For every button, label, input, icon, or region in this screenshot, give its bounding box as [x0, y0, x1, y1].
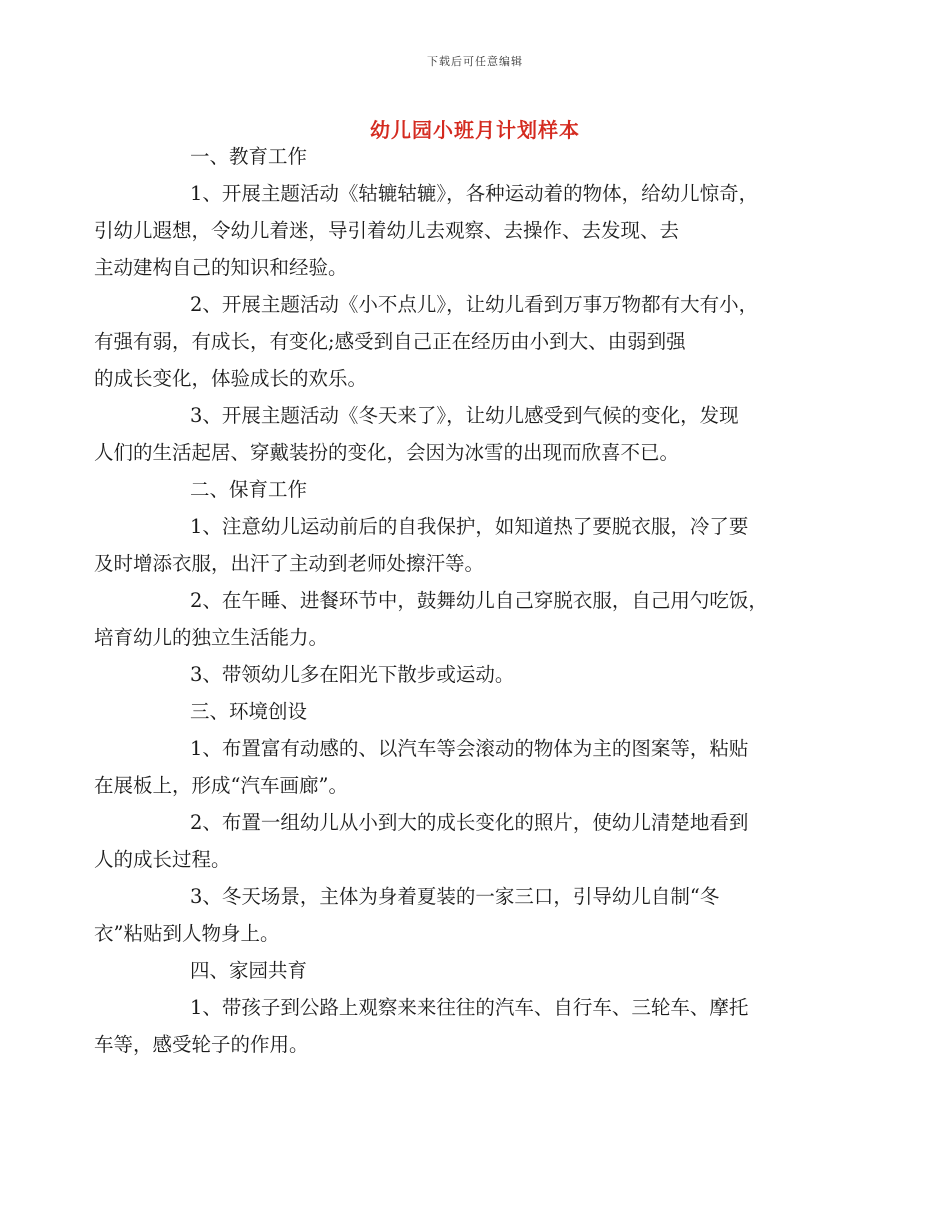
paragraph — [94, 878, 812, 952]
text-line: 1、带孩子到公路上观察来来往往的汽车、自行车、三轮车、摩托 — [190, 996, 749, 1019]
paragraph — [94, 508, 812, 582]
paragraph — [94, 286, 812, 397]
text-line: 衣”粘贴到人物身上。 — [94, 922, 280, 945]
section-heading-care: 二、保育工作 — [190, 478, 308, 501]
section-heading-environment: 三、环境创设 — [190, 700, 308, 723]
text-line: 3、带领幼儿多在阳光下散步或运动。 — [190, 663, 515, 686]
text-line: 3、开展主题活动《冬天来了》，让幼儿感受到气候的变化，发现 — [190, 404, 739, 427]
paragraph — [94, 397, 812, 471]
text-line: 3、冬天场景，主体为身着夏装的一家三口，引导幼儿自制“冬 — [190, 885, 720, 908]
header-note: 下载后可任意编辑 — [427, 55, 523, 68]
paragraph — [142, 656, 812, 693]
document-title: 幼儿园小班月计划样本 — [370, 118, 580, 142]
paragraph — [94, 804, 812, 878]
text-line: 1、注意幼儿运动前后的自我保护，如知道热了要脱衣服，冷了要 — [190, 515, 749, 538]
section-heading-family: 四、家园共育 — [190, 959, 308, 982]
paragraph — [94, 730, 812, 804]
document-body — [94, 138, 812, 1063]
paragraph — [94, 582, 812, 656]
text-line: 人的成长过程。 — [94, 848, 231, 871]
text-line: 的成长变化，体验成长的欢乐。 — [94, 367, 368, 390]
section-heading-education: 一、教育工作 — [190, 145, 308, 168]
text-line: 2、开展主题活动《小不点儿》，让幼儿看到万事万物都有大有小， — [190, 293, 759, 316]
text-line: 主动建构自己的知识和经验。 — [94, 256, 348, 279]
text-line: 在展板上，形成“汽车画廊”。 — [94, 774, 348, 797]
text-line: 2、在午睡、进餐环节中，鼓舞幼儿自己穿脱衣服，自己用勺吃饭， — [190, 589, 768, 612]
text-line: 2、布置一组幼儿从小到大的成长变化的照片，使幼儿清楚地看到 — [190, 811, 749, 834]
text-line: 1、布置富有动感的、以汽车等会滚动的物体为主的图案等，粘贴 — [190, 737, 749, 760]
text-line: 引幼儿遐想，令幼儿着迷，导引着幼儿去观察、去操作、去发现、去 — [94, 219, 680, 242]
text-line: 培育幼儿的独立生活能力。 — [94, 626, 329, 649]
text-line: 车等，感受轮子的作用。 — [94, 1033, 309, 1056]
text-line: 人们的生活起居、穿戴装扮的变化，会因为冰雪的出现而欣喜不已。 — [94, 441, 680, 464]
paragraph — [94, 989, 812, 1063]
text-line: 有强有弱，有成长，有变化;感受到自己正在经历由小到大、由弱到强 — [94, 330, 686, 353]
text-line: 1、开展主题活动《轱辘轱辘》，各种运动着的物体，给幼儿惊奇， — [190, 182, 759, 205]
text-line: 及时增添衣服，出汗了主动到老师处擦汗等。 — [94, 552, 485, 575]
paragraph — [94, 175, 812, 286]
